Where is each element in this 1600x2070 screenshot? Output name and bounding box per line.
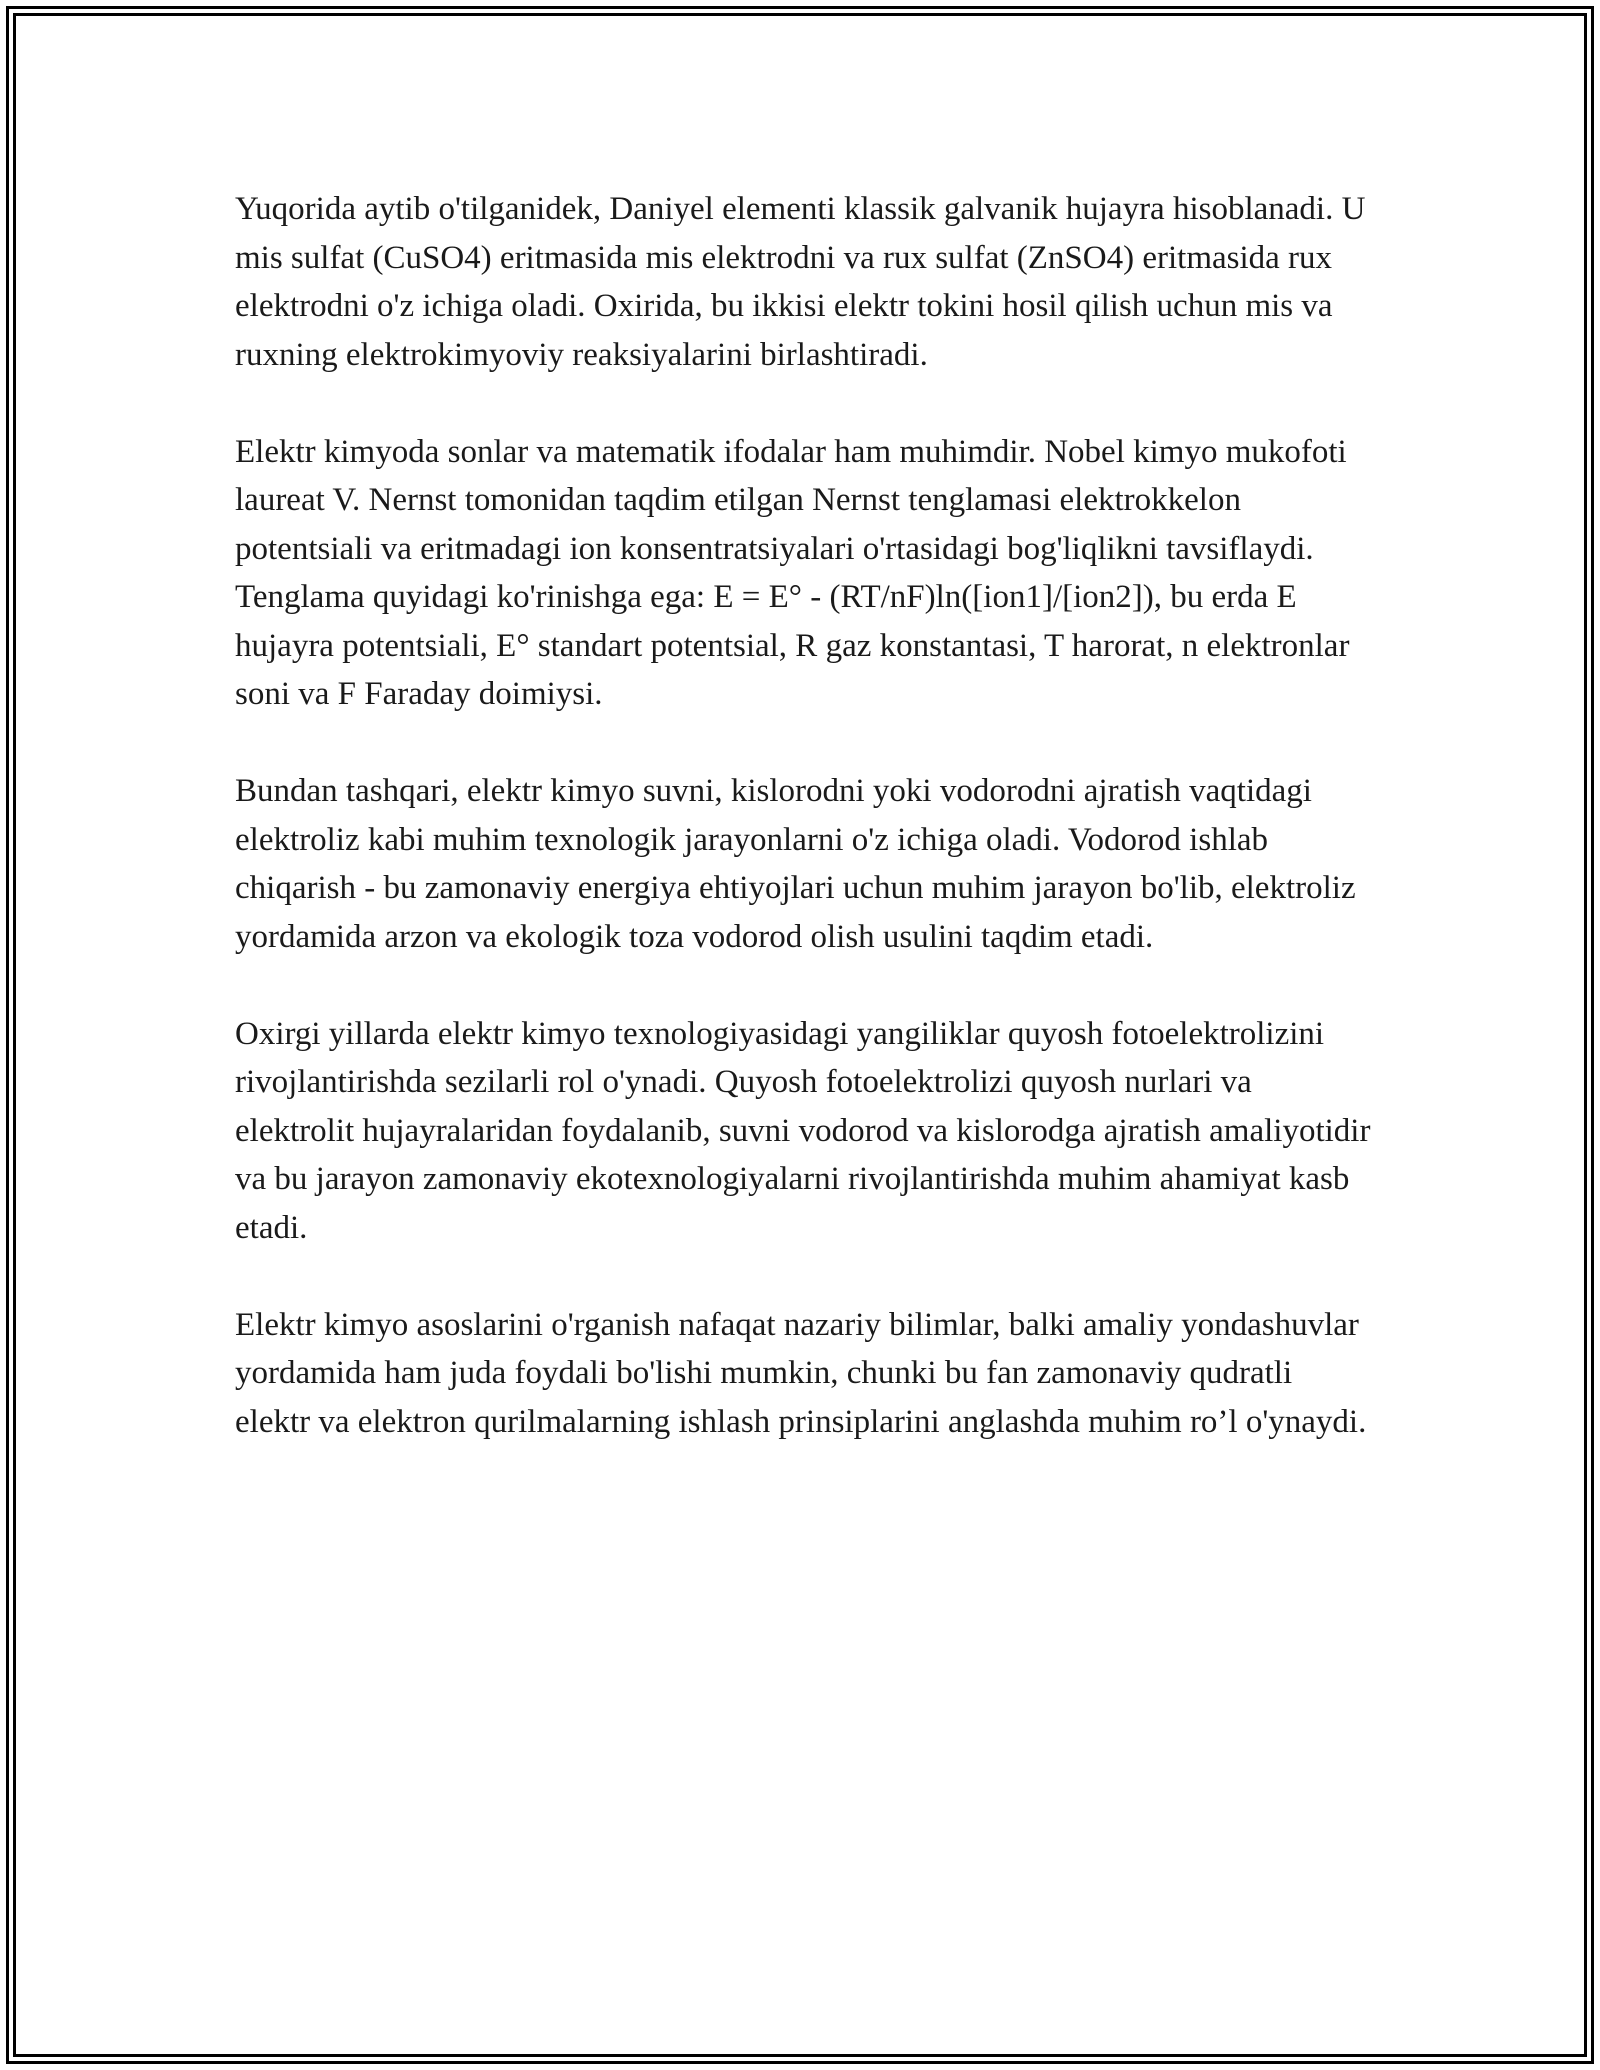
paragraph-5: Elektr kimyo asoslarini o'rganish nafaqat nazariy bilimlar, balki amaliy yondashuvlar yordamida ham juda foydali bo'lishi mumkin, chunki bu fan zamonaviy qudratli elektr va elektron qurilmalarning ishlash prinsiplarini anglashda muhim ro’l o'ynaydi. [235,1306,1367,1440]
paragraph-1: Yuqorida aytib o'tilganidek, Daniyel elementi klassik galvanik hujayra hisoblanadi. U mis sulfat (CuSO4) eritmasida mis elektrodni va rux sulfat (ZnSO4) eritmasida rux elektrodni o'z ichiga oladi. Oxirida, bu ikkisi elektr tokini hosil qilish uchun mis va ruxning elektrokimyoviy reaksiyalarini birlashtiradi. [235,191,1366,373]
document-body [235,185,1375,1495]
paragraph-2: Elektr kimyoda sonlar va matematik ifodalar ham muhimdir. Nobel kimyo mukofoti laureat V. Nernst tomonidan taqdim etilgan Nernst tenglamasi elektrokkelon potentsiali va eritmadagi ion konsentratsiyalari o'rtasidagi bog'liqlikni tavsiflaydi. Tenglama quyidagi ko'rinishga ega: E = E° - (RT/nF)ln([ion1]/[ion2]), bu erda E hujayra potentsiali, E° standart potentsial, R gaz konstantasi, T harorat, n elektronlar soni va F Faraday doimiysi. [235,433,1350,712]
paragraph-3: Bundan tashqari, elektr kimyo suvni, kislorodni yoki vodorodni ajratish vaqtidagi elektroliz kabi muhim texnologik jarayonlarni o'z ichiga oladi. Vodorod ishlab chiqarish - bu zamonaviy energiya ehtiyojlari uchun muhim jarayon bo'lib, elektroliz yordamida arzon va ekologik toza vodorod olish usulini taqdim etadi. [235,773,1356,955]
paragraph-4: Oxirgi yillarda elektr kimyo texnologiyasidagi yangiliklar quyosh fotoelektrolizini rivojlantirishda sezilarli rol o'ynadi. Quyosh fotoelektrolizi quyosh nurlari va elektrolit hujayralaridan foydalanib, suvni vodorod va kislorodga ajratish amaliyotidir va bu jarayon zamonaviy ekotexnologiyalarni rivojlantirishda muhim ahamiyat kasb etadi. [235,1015,1371,1246]
